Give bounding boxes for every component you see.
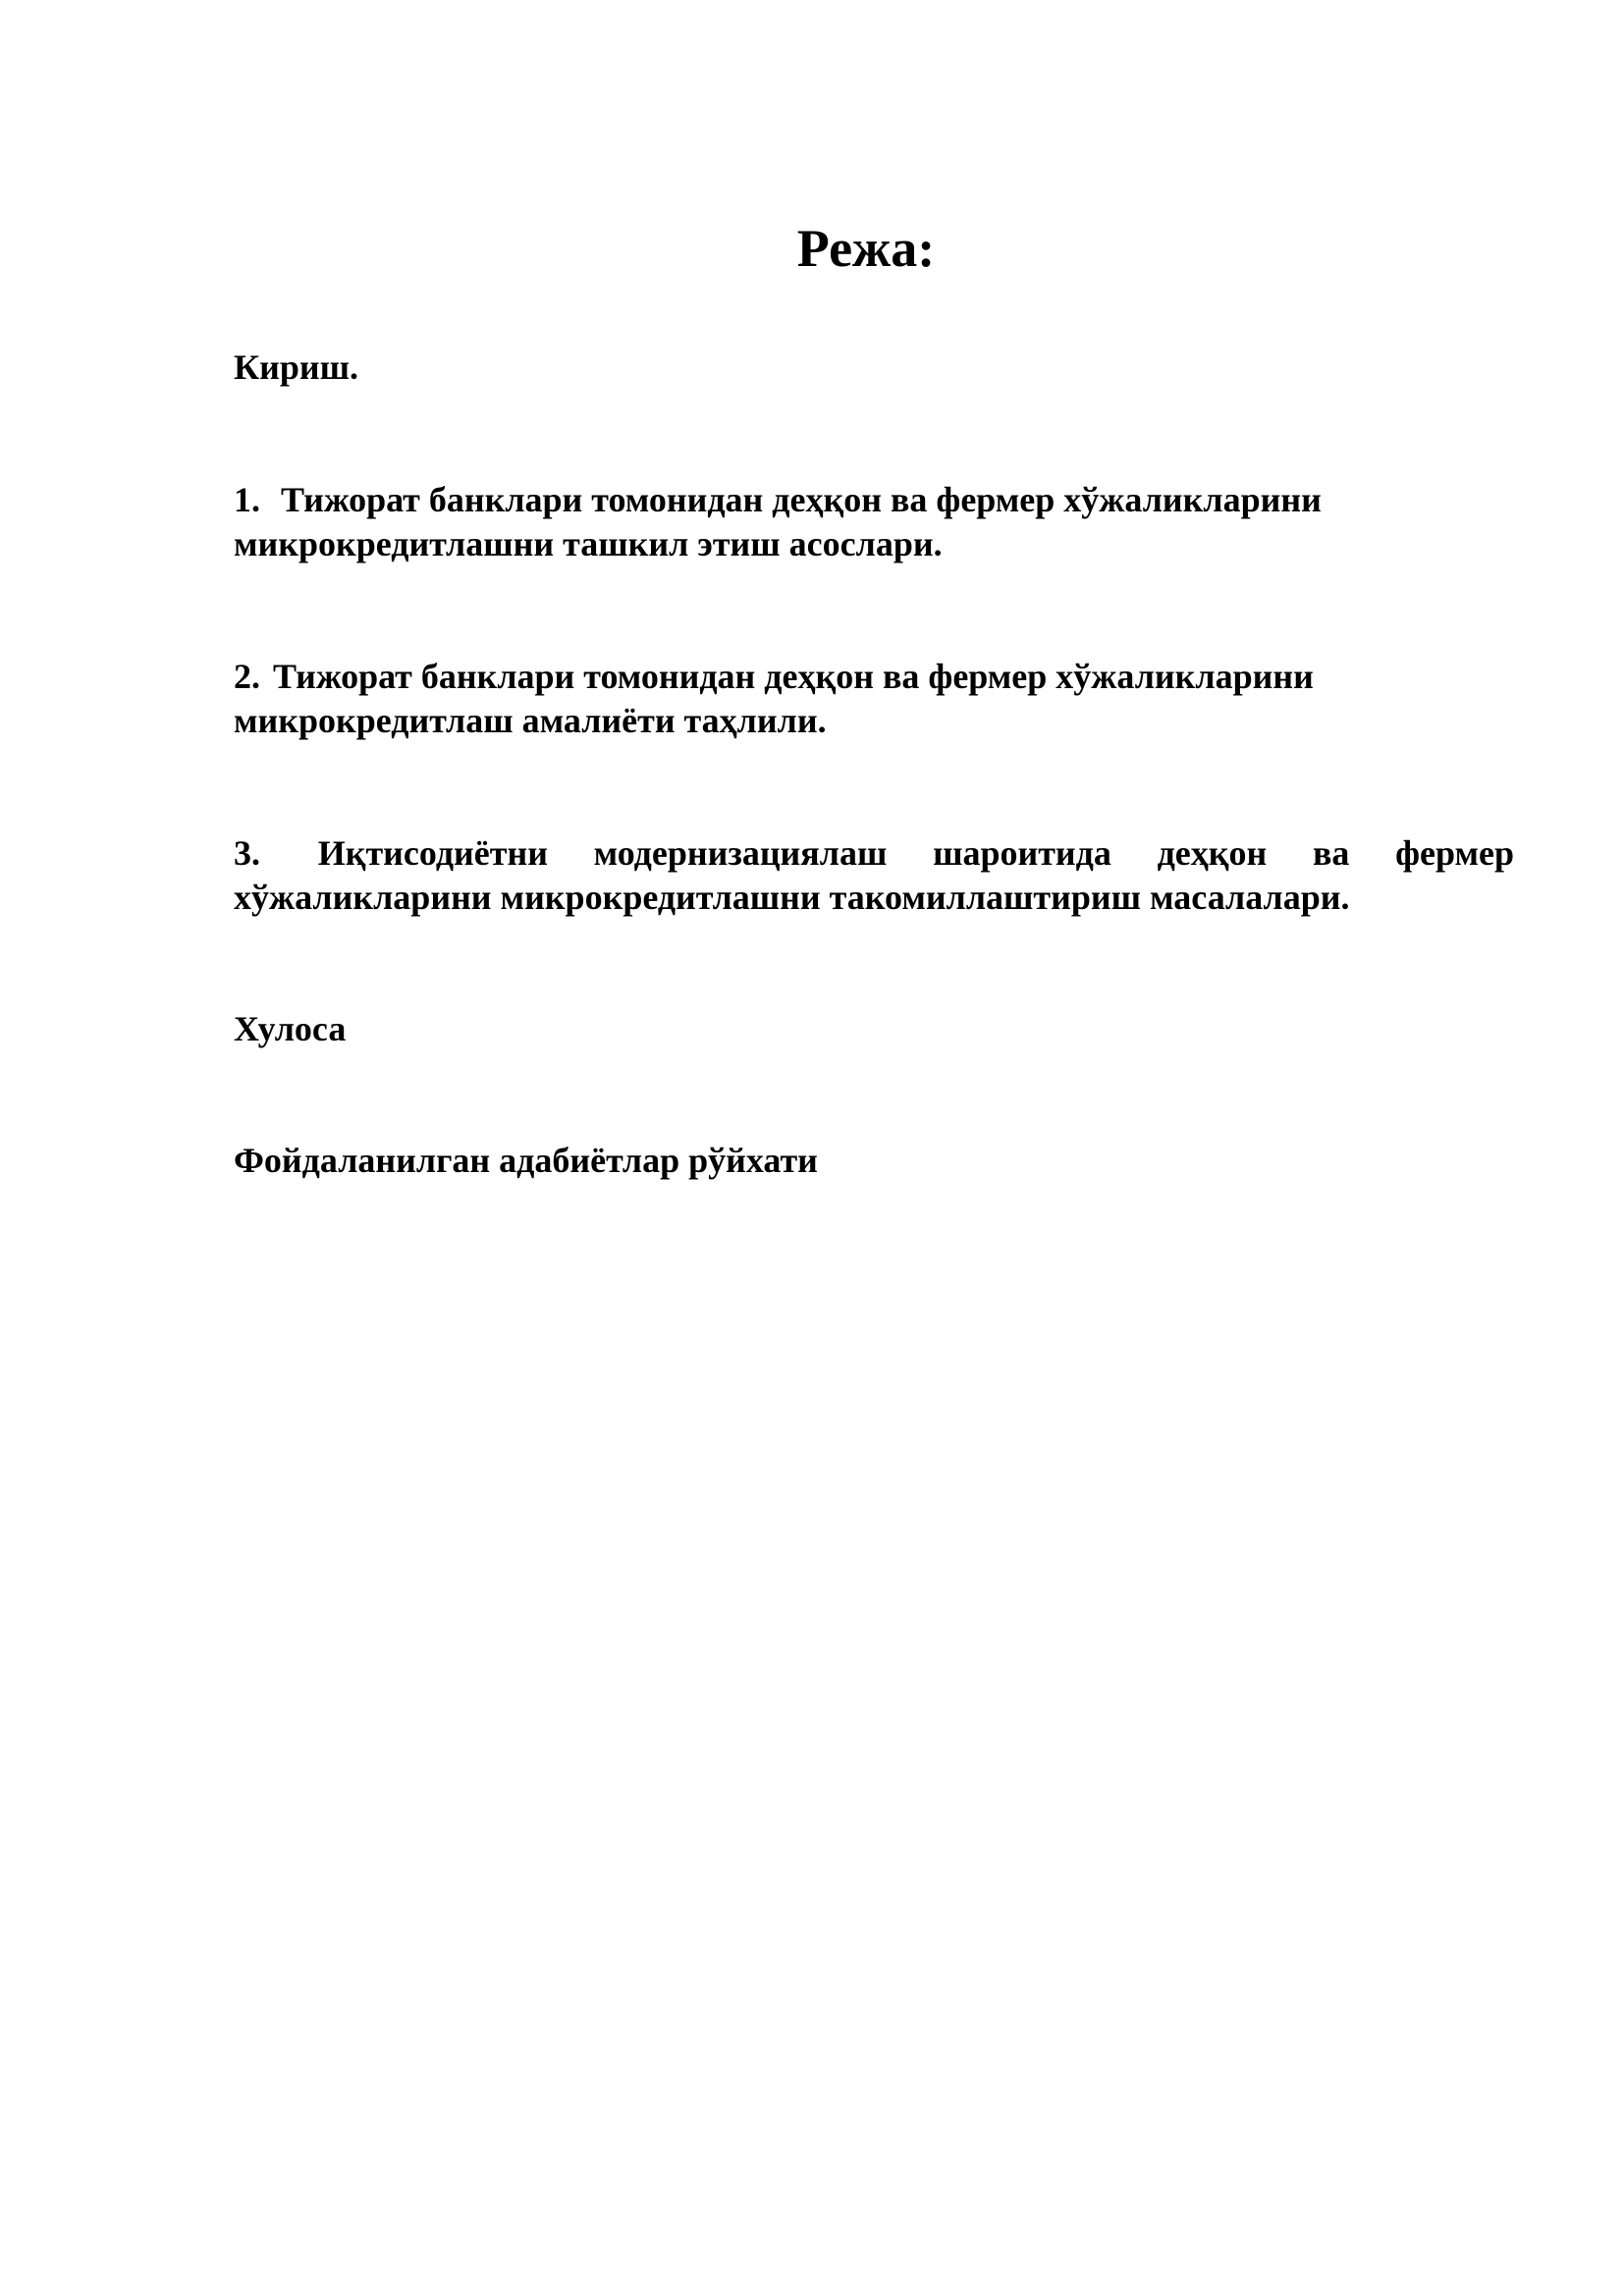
section-number: 1.: [234, 480, 260, 519]
section-text: Тижорат банклари томонидан деҳқон ва фермер хўжаликларини микрокредитлаш амалиёти таҳлили.: [234, 657, 1314, 740]
section-item-2: [234, 655, 1461, 743]
references-heading: Фойдаланилган адабиётлар рўйхати: [234, 1141, 818, 1180]
section-text: Иқтисодиётни модернизациялаш шароитида деҳқон ва фермер хўжаликларини микрокредитлашни такомиллаштириш масалалари.: [234, 833, 1514, 917]
section-item-3: [234, 831, 1514, 920]
conclusion-heading: Хулоса: [234, 1009, 347, 1048]
introduction-heading: Кириш.: [234, 347, 359, 387]
section-text: Тижорат банклари томонидан деҳқон ва фермер хўжаликларини микрокредитлашни ташкил этиш асослари.: [234, 480, 1322, 563]
section-number: 3.: [234, 833, 260, 873]
section-item-1: [234, 478, 1461, 566]
page-title: Режа:: [796, 219, 936, 278]
section-number: 2.: [234, 657, 260, 696]
